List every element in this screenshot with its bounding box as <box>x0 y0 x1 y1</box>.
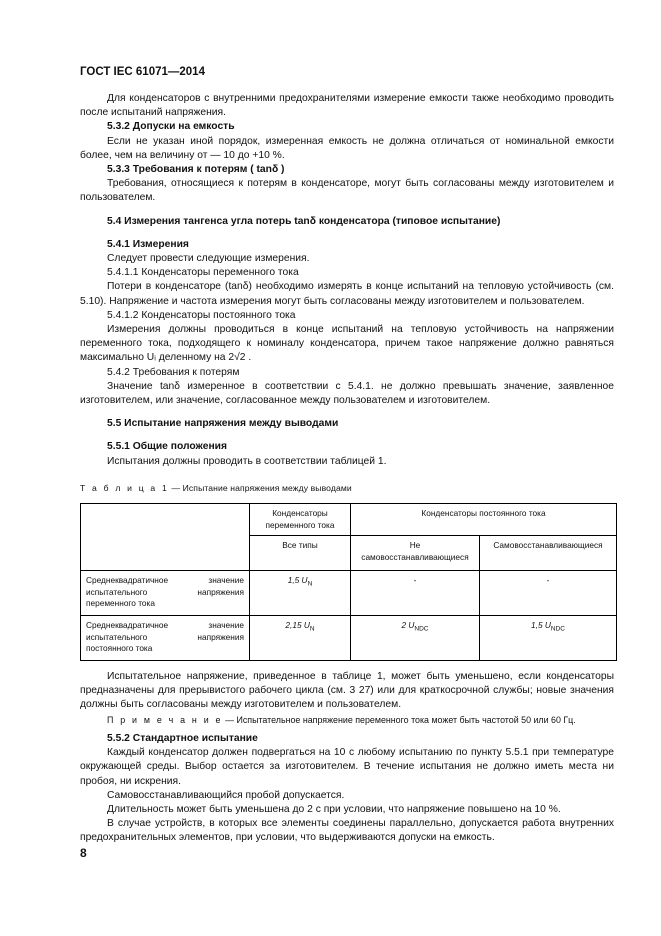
section-5-4-1-2-text: Измерения должны проводиться в конце испытаний на тепловую устойчивость на напряжении переменного тока, подходящего к номиналу конденсатора, причем такое напряжение должно равняться максимально Uᵢ деленному на 2√2 . <box>80 324 614 364</box>
table-cell-ac-non-self: - <box>351 571 480 616</box>
section-5-5-1-title: 5.5.1 Общие положения <box>107 441 227 453</box>
table-cell-dc-non-self-value: 2 U <box>401 620 415 631</box>
section-5-4-2-title: 5.4.2 Требования к потерям <box>107 366 240 378</box>
table-cell-ac-all-sub: N <box>307 580 313 588</box>
table-corner-cell <box>81 504 250 571</box>
section-5-5-2-para-3: Длительность может быть уменьшена до 2 с при условии, что напряжение повышено на 10 %. <box>107 803 561 815</box>
section-5-4-2-text: Значение tanδ измеренное в соответствии с 5.4.1. не должно превышать значение, заявленное изготовителем, или значение, согласованное между пользователем и изготовителем. <box>80 380 614 407</box>
section-5-4-1-title: 5.4.1 Измерения <box>107 238 189 250</box>
table-header-row <box>81 504 617 536</box>
voltage-test-table <box>80 503 617 661</box>
note-text: — Испытательное напряжение переменного тока может быть частотой 50 или 60 Гц. <box>222 714 576 725</box>
table-cell-dc-non-self <box>351 616 480 661</box>
document-header: ГОСТ IEC 61071—2014 <box>80 66 205 78</box>
section-5-3-2-text: Если не указан иной порядок, измеренная емкость не должна отличаться от номинальной емкости более, чем на величину от — 10 до +10 %. <box>80 135 614 161</box>
table-caption-text: — Испытание напряжения между выводами <box>168 482 352 493</box>
table-subheader-all-types: Все типы <box>250 536 351 571</box>
section-5-5-2-para-2: Самовосстанавливающийся пробой допускается. <box>107 789 345 801</box>
section-5-4-1-1-title: 5.4.1.1 Конденсаторы переменного тока <box>107 267 299 279</box>
note-prefix: П р и м е ч а н и е <box>107 714 223 725</box>
table-cell-dc-self <box>480 616 617 661</box>
section-5-4-title: 5.4 Измерения тангенса угла потерь tanδ конденсатора (типовое испытание) <box>107 215 501 227</box>
section-5-4-1-2-title: 5.4.1.2 Конденсаторы постоянного тока <box>107 309 296 321</box>
document-body <box>80 92 614 846</box>
table-cell-dc-non-self-sub: NDC <box>414 625 429 633</box>
table-cell-ac-self: - <box>480 571 617 616</box>
section-5-5-2-para-1: Каждый конденсатор должен подвергаться на 10 с любому испытанию по пункту 5.5.1 при температуре окружающей среды. Выбор остается за изготовителем. В течение испытания не должно иметь места ни пробоя, ни искрения. <box>80 747 614 787</box>
table-cell-dc-self-value: 1,5 U <box>531 620 551 631</box>
intro-paragraph: Для конденсаторов с внутренними предохранителями измерение емкости также необходимо проводить после испытаний напряжения. <box>80 93 614 119</box>
note-paragraph <box>80 713 614 727</box>
page-number: 8 <box>80 846 87 860</box>
table-row-label-ac: Среднеквадратичное значение испытательного напряжения переменного тока <box>81 571 250 616</box>
section-5-5-1-text: Испытания должны проводить в соответствии таблицей 1. <box>107 455 387 467</box>
table-caption-prefix: Т а б л и ц а 1 <box>80 482 169 493</box>
table-header-dc: Конденсаторы постоянного тока <box>351 504 617 536</box>
table-cell-dc-all-sub: N <box>309 625 315 633</box>
table-subheader-self-healing: Самовосстанавливающиеся <box>480 536 617 571</box>
table-cell-dc-all-value: 2,15 U <box>285 620 310 631</box>
after-table-paragraph: Испытательное напряжение, приведенное в таблице 1, может быть уменьшено, если конденсаторы предназначены для прерывистого рабочего цикла (см. 3 27) или для краткосрочной службы; новые значения должны быть согласованы между изготовителем и пользователем. <box>80 671 614 711</box>
table-cell-dc-all <box>250 616 351 661</box>
table-subheader-non-self-healing: Не самовосстанавливающиеся <box>351 536 480 571</box>
table-header-ac: Конденсаторы переменного тока <box>250 504 351 536</box>
section-5-5-2-title: 5.5.2 Стандартное испытание <box>107 732 258 744</box>
table-row <box>81 616 617 661</box>
table-cell-ac-all-value: 1,5 U <box>287 575 308 586</box>
table-caption <box>80 481 614 495</box>
section-5-3-3-text: Требования, относящиеся к потерям в конденсаторе, могут быть согласованы между изготовителем и пользователем. <box>80 178 614 204</box>
section-5-3-2-title: 5.3.2 Допуски на емкость <box>107 121 235 133</box>
table-row <box>81 571 617 616</box>
section-5-4-1-text: Следует провести следующие измерения. <box>107 253 310 265</box>
table-cell-ac-all <box>250 571 351 616</box>
section-5-4-1-1-text: Потери в конденсаторе (tanδ) необходимо измерять в конце испытаний на тепловую устойчивость (см. 5.10). Напряжение и частота измерения могут быть согласованы между изготовителем и пользователем. <box>80 281 614 307</box>
section-5-5-title: 5.5 Испытание напряжения между выводами <box>107 418 339 430</box>
table-row-label-dc: Среднеквадратичное значение испытательного напряжения постоянного тока <box>81 616 250 661</box>
section-5-3-3-title: 5.3.3 Требования к потерям ( tanδ ) <box>107 164 285 176</box>
section-5-5-2-para-4: В случае устройств, в которых все элементы соединены параллельно, допускается работа внутренних предохранительных элементов, при условии, что выдерживаются допуски на емкость. <box>80 818 614 844</box>
table-cell-dc-self-sub: NDC <box>550 625 565 633</box>
